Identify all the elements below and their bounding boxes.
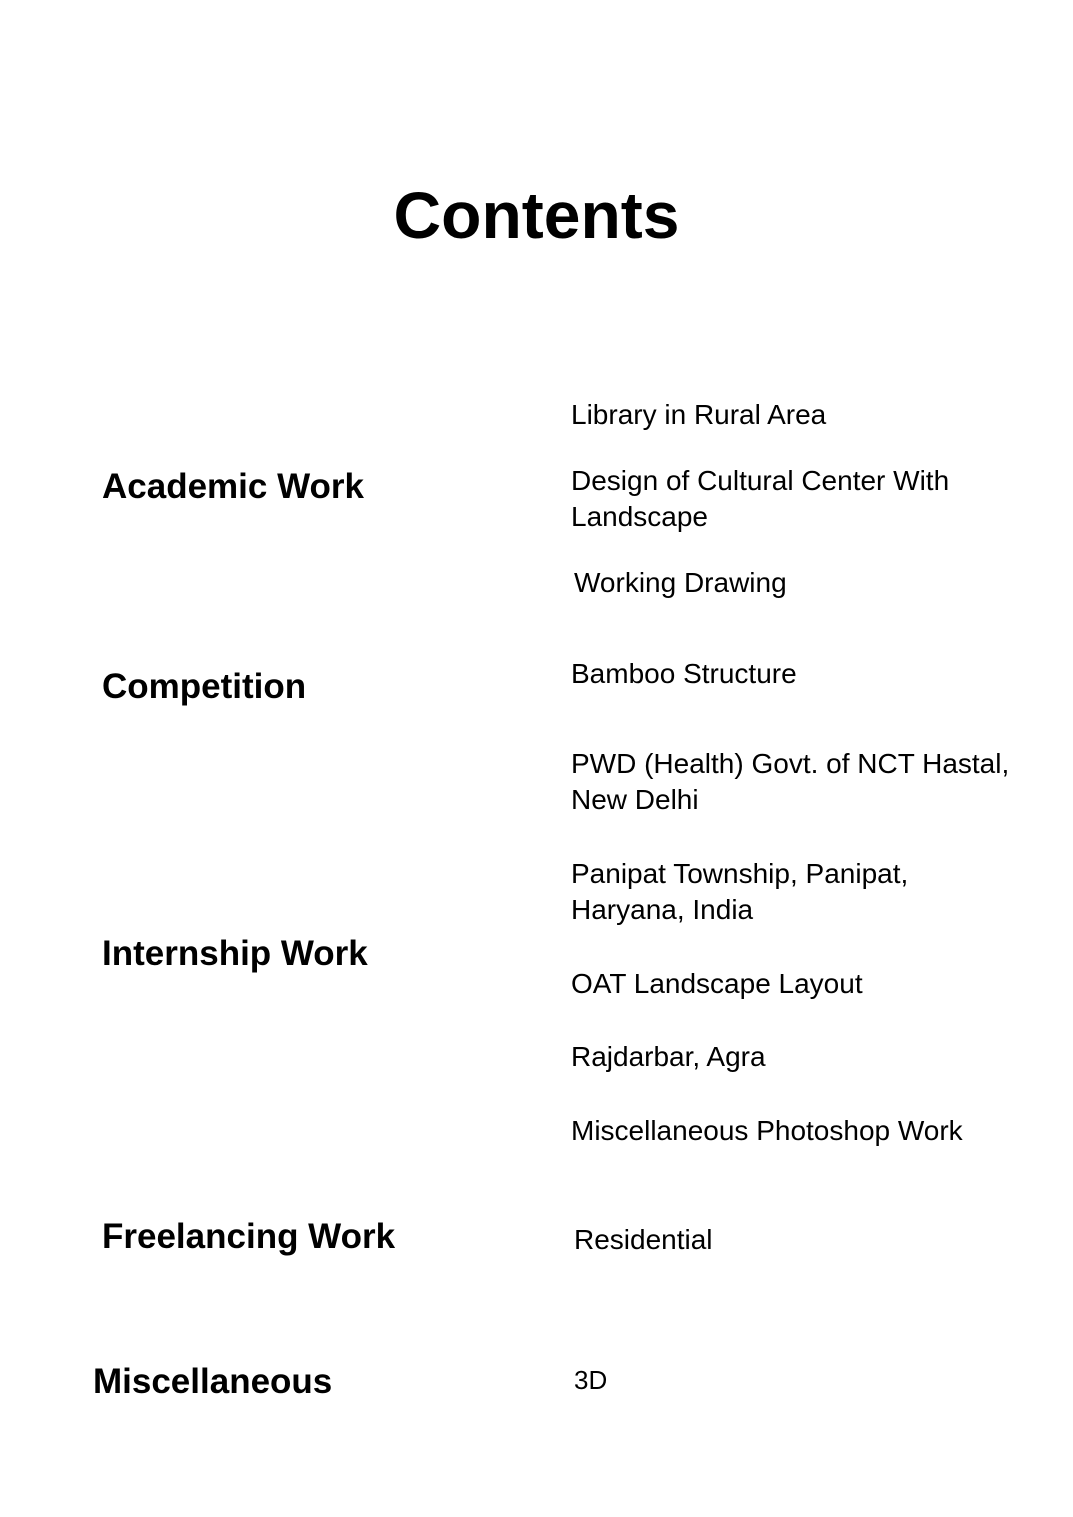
item-pwd-health: PWD (Health) Govt. of NCT Hastal, New Delhi [571, 748, 1010, 815]
section-academic-work: Academic Work [102, 467, 364, 506]
item-bamboo-structure: Bamboo Structure [571, 658, 797, 689]
item-3d: 3D [574, 1365, 608, 1395]
section-internship-work: Internship Work [102, 934, 368, 973]
item-panipat-township: Panipat Township, Panipat, Haryana, India [571, 858, 909, 925]
item-residential: Residential [574, 1224, 713, 1255]
item-rajdarbar-agra: Rajdarbar, Agra [571, 1041, 766, 1072]
item-oat-landscape-layout: OAT Landscape Layout [571, 968, 863, 999]
section-freelancing-work: Freelancing Work [102, 1217, 396, 1256]
section-miscellaneous: Miscellaneous [93, 1362, 333, 1401]
item-working-drawing: Working Drawing [574, 567, 787, 598]
section-competition: Competition [102, 667, 307, 706]
item-library-in-rural-area: Library in Rural Area [571, 399, 827, 430]
item-miscellaneous-photoshop-work: Miscellaneous Photoshop Work [571, 1115, 963, 1146]
item-design-of-cultural-center: Design of Cultural Center With Landscape [571, 465, 950, 532]
page-title: Contents [393, 178, 680, 252]
